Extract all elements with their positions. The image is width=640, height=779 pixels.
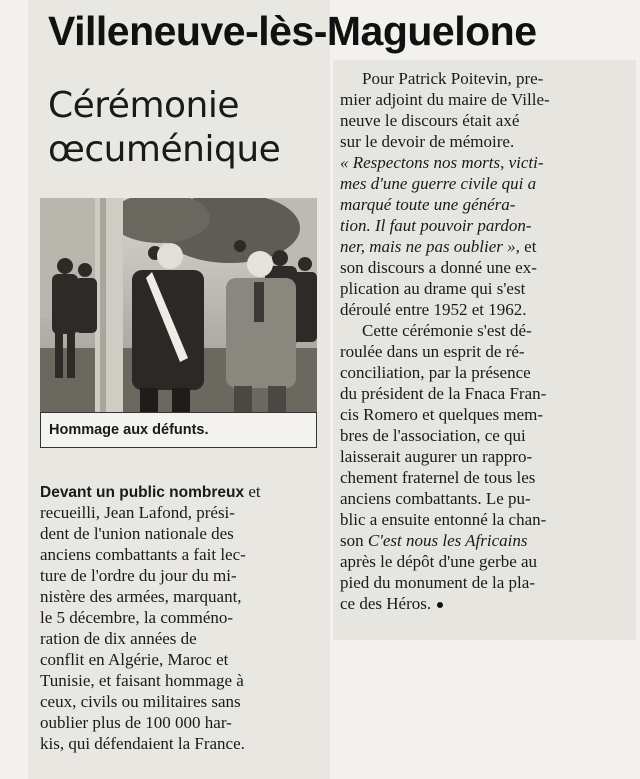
text-line: laisserait augurer un rappro-	[340, 447, 533, 466]
text-line: le 5 décembre, la comméno-	[40, 608, 234, 627]
text-line: roulée dans un esprit de ré-	[340, 342, 525, 361]
text-line: dent de l'union nationale des	[40, 524, 234, 543]
town-headline: Villeneuve-lès-Maguelone	[48, 8, 537, 54]
quote-tail: , et	[515, 237, 537, 256]
text-line: oublier plus de 100 000 har-	[40, 713, 232, 732]
text-line: mier adjoint du maire de Ville-	[340, 90, 550, 109]
text-line: recueilli, Jean Lafond, prési-	[40, 503, 235, 522]
text-line	[340, 572, 625, 593]
ceremony-photo-illustration	[40, 198, 317, 412]
left-column-text	[40, 481, 314, 754]
ceremony-photo	[40, 198, 317, 412]
text-line: ration de dix années de	[40, 629, 197, 648]
quote-line	[340, 152, 625, 173]
text-line: anciens combattants a fait lec-	[40, 545, 246, 564]
photo-caption: Hommage aux défunts.	[40, 412, 317, 448]
text-line: plication au drame qui s'est	[340, 279, 526, 298]
end-mark-icon	[437, 602, 443, 608]
text-line: chement fraternel de tous les	[340, 468, 536, 487]
text-line: kis, qui défendaient la France.	[40, 734, 245, 753]
text-line-content: après le dépôt d'une gerbe au	[340, 552, 538, 571]
quote-line	[340, 173, 625, 194]
song-prefix: son	[340, 531, 368, 550]
right-column-text	[340, 68, 625, 614]
text-line: blic a ensuite entonné la chan-	[340, 510, 547, 529]
text-line: sur le devoir de mémoire.	[340, 132, 515, 151]
text-line: neuve le discours était axé	[340, 111, 520, 130]
text-line-content: ce des Héros.	[340, 594, 432, 613]
song-title: C'est nous les Africains	[367, 531, 528, 550]
quote-text: marqué toute une généra-	[340, 195, 516, 214]
text-line: ture de l'ordre du jour du mi-	[40, 566, 237, 585]
text-line: conflit en Algérie, Maroc et	[40, 650, 229, 669]
text-line: conciliation, par la présence	[340, 363, 531, 382]
song-line	[340, 530, 625, 551]
text-line: Pour Patrick Poitevin, pre-	[362, 69, 544, 88]
lead-tail: et	[244, 482, 261, 501]
quote-text: tion. Il faut pouvoir pardon-	[340, 216, 532, 235]
text-line: nistère des armées, marquant,	[40, 587, 242, 606]
text-line-content: pied du monument de la pla-	[340, 573, 535, 592]
quote-line	[340, 194, 625, 215]
text-line: ceux, civils ou militaires sans	[40, 692, 241, 711]
quote-text: mes d'une guerre civile qui a	[340, 174, 537, 193]
text-line: Cette cérémonie s'est dé-	[362, 321, 532, 340]
text-line: anciens combattants. Le pu-	[340, 489, 531, 508]
quote-text: ner, mais ne pas oublier »	[340, 237, 516, 256]
title-line-2: œcuménique	[48, 129, 281, 170]
text-line: bres de l'association, ce qui	[340, 426, 526, 445]
text-line: Tunisie, et faisant hommage à	[40, 671, 244, 690]
text-line: du président de la Fnaca Fran-	[340, 384, 547, 403]
left-line-lead	[40, 481, 314, 502]
text-line	[340, 593, 625, 614]
quote-text: « Respectons nos morts, victi-	[340, 153, 544, 172]
quote-line	[340, 236, 625, 257]
text-line: son discours a donné une ex-	[340, 258, 537, 277]
text-line	[340, 551, 625, 572]
text-line: cis Romero et quelques mem-	[340, 405, 544, 424]
quote-line	[340, 215, 625, 236]
title-line-1: Cérémonie	[48, 85, 240, 126]
lead-in: Devant un public nombreux	[40, 484, 245, 501]
text-line: déroulé entre 1952 et 1962.	[340, 300, 527, 319]
article-title	[48, 84, 318, 172]
